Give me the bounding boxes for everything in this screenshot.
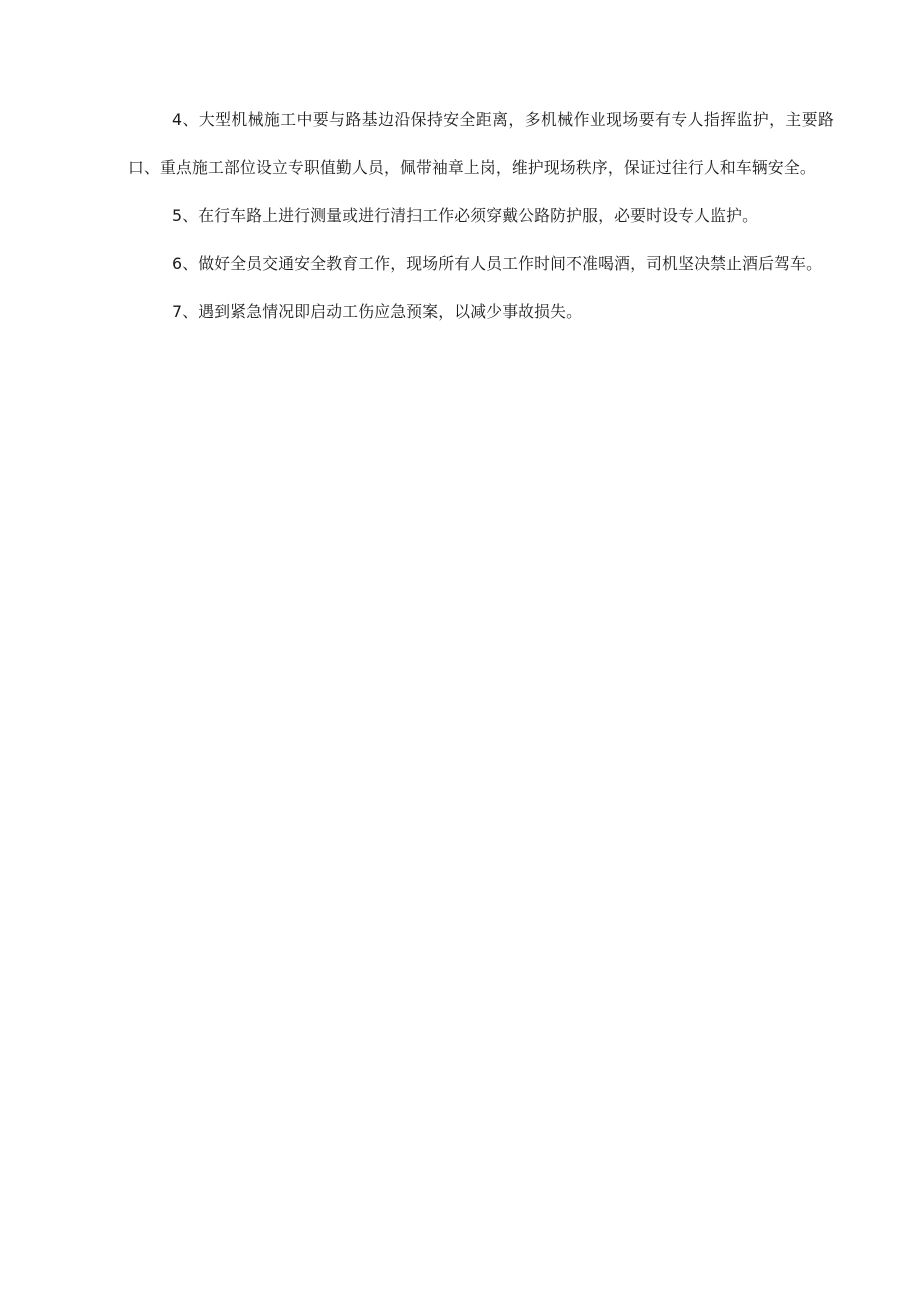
document-body (128, 96, 834, 336)
paragraph-item-5: 5、在行车路上进行测量或进行清扫工作必须穿戴公路防护服，必要时设专人监护。 (172, 206, 759, 225)
paragraph-item-4: 4、大型机械施工中要与路基边沿保持安全距离，多机械作业现场要有专人指挥监护，主要路口、重点施工部位设立专职值勤人员，佩带袖章上岗，维护现场秩序，保证过往行人和车辆安全。 (128, 110, 834, 177)
paragraph-item-6: 6、做好全员交通安全教育工作，现场所有人员工作时间不准喝酒，司机坚决禁止酒后驾车。 (172, 254, 823, 273)
paragraph-item-7: 7、遇到紧急情况即启动工伤应急预案，以减少事故损失。 (172, 302, 583, 321)
